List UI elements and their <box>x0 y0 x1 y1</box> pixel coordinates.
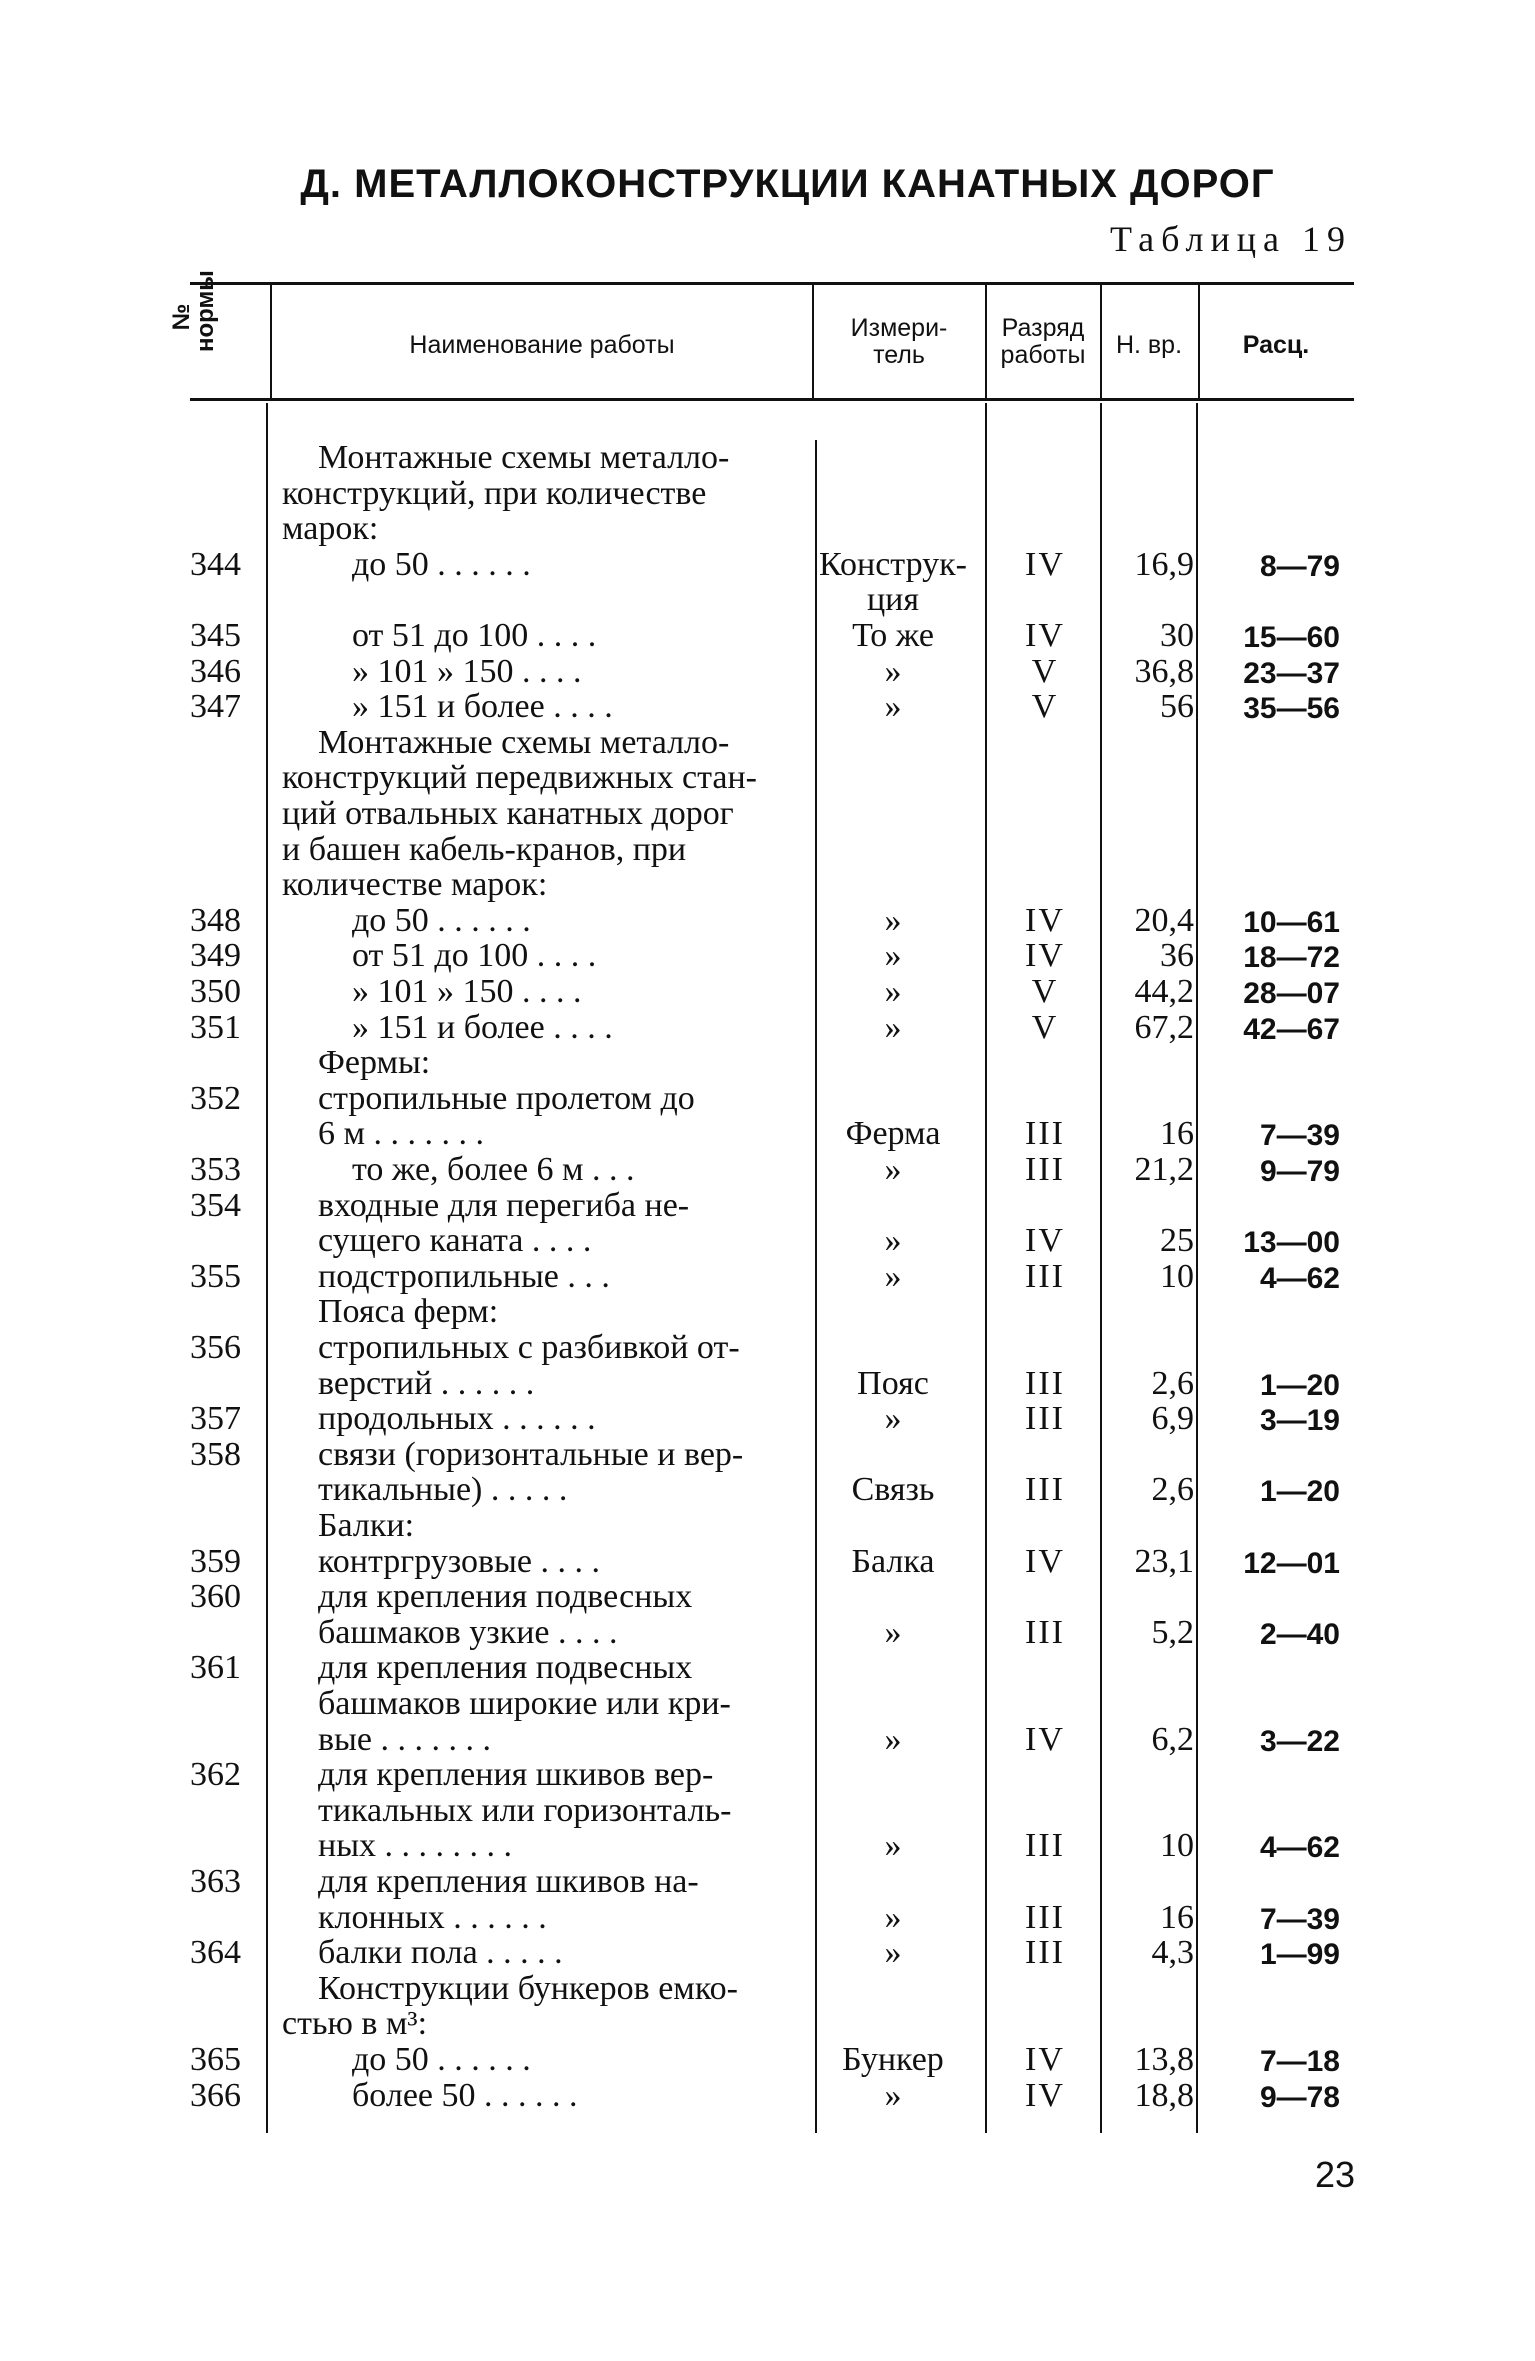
unit-of-measure: » <box>884 652 902 690</box>
work-description-line: входные для перегиба не- <box>318 1186 690 1224</box>
time-norm: 36 <box>1160 937 1194 975</box>
work-grade: IV <box>1025 545 1065 583</box>
rate-value: 18—72 <box>1243 941 1340 975</box>
work-description-line: башмаков узкие . . . . <box>318 1613 618 1651</box>
norm-number: 358 <box>190 1435 241 1473</box>
norm-number: 361 <box>190 1649 241 1687</box>
norm-number: 345 <box>190 617 241 654</box>
unit-of-measure: Ферма <box>845 1115 941 1153</box>
work-description-line: Конструкции бункеров емко- <box>318 1969 738 2007</box>
work-grade: IV <box>1025 937 1065 975</box>
work-description-line: » 151 и более . . . . <box>352 688 613 726</box>
work-description-line: до 50 . . . . . . <box>352 2041 531 2078</box>
unit-of-measure: ция <box>866 581 920 619</box>
norm-number: 353 <box>190 1151 241 1188</box>
work-description-line: связи (горизонтальные и вер- <box>318 1435 744 1473</box>
header-grade <box>987 315 1099 369</box>
time-norm: 36,8 <box>1134 652 1194 690</box>
work-description-line: стропильных с разбивкой от- <box>318 1329 740 1366</box>
work-description-line: верстий . . . . . . <box>318 1364 535 1402</box>
work-description-line: » 101 » 150 . . . . <box>352 652 582 690</box>
work-description-line: стропильные пролетом до <box>318 1079 695 1117</box>
unit-of-measure: » <box>884 1720 902 1758</box>
table-label: Таблица 19 <box>1110 219 1352 259</box>
rate-value: 8—79 <box>1259 549 1340 583</box>
work-grade: IV <box>1025 901 1065 939</box>
unit-of-measure: » <box>884 2076 902 2114</box>
work-grade: III <box>1025 1115 1065 1153</box>
work-grade: III <box>1025 1151 1065 1188</box>
norm-number: 346 <box>190 652 241 690</box>
unit-of-measure: » <box>884 973 902 1010</box>
unit-of-measure: » <box>884 1008 902 1046</box>
time-norm: 2,6 <box>1151 1364 1194 1402</box>
table-top-rule <box>190 282 1354 285</box>
rate-value: 7—18 <box>1259 2045 1340 2078</box>
header-unit-line1: Измери- <box>850 314 948 342</box>
work-grade: III <box>1025 1471 1065 1509</box>
rate-value: 2—40 <box>1259 1617 1340 1651</box>
rate-value: 9—78 <box>1259 2080 1340 2114</box>
work-description-line: 6 м . . . . . . . <box>318 1115 485 1153</box>
rate-value: 13—00 <box>1243 1226 1340 1260</box>
rate-value: 10—61 <box>1243 905 1340 939</box>
rate-value: 9—79 <box>1259 1155 1340 1188</box>
work-grade: IV <box>1025 617 1065 654</box>
time-norm: 10 <box>1160 1827 1194 1865</box>
work-grade: IV <box>1025 1222 1065 1260</box>
work-description-line: стью в м³: <box>282 2005 428 2043</box>
work-description-line: до 50 . . . . . . <box>352 901 531 939</box>
work-description-line: Балки: <box>318 1507 415 1544</box>
work-description-line: от 51 до 100 . . . . <box>352 937 597 975</box>
work-description-line: количестве марок: <box>282 866 548 904</box>
header-grade-line1: Разряд <box>1001 314 1085 342</box>
time-norm: 21,2 <box>1134 1151 1194 1188</box>
norm-number: 348 <box>190 901 241 939</box>
norm-number: 362 <box>190 1756 241 1794</box>
work-grade: IV <box>1025 1720 1065 1758</box>
time-norm: 20,4 <box>1134 901 1194 939</box>
unit-of-measure: » <box>884 1400 902 1438</box>
work-description-line: от 51 до 100 . . . . <box>352 617 597 654</box>
unit-of-measure: Связь <box>851 1471 935 1509</box>
unit-of-measure: » <box>884 1257 902 1295</box>
unit-of-measure: » <box>884 1222 902 1260</box>
rate-value: 1—99 <box>1259 1938 1340 1972</box>
work-description-line: » 151 и более . . . . <box>352 1008 613 1046</box>
unit-of-measure: Пояс <box>857 1364 929 1402</box>
work-description-line: вые . . . . . . . <box>318 1720 491 1758</box>
rate-value: 42—67 <box>1243 1012 1340 1046</box>
unit-of-measure: » <box>884 1934 902 1972</box>
work-description-line: и башен кабель-кранов, при <box>282 830 687 868</box>
work-grade: IV <box>1025 1542 1065 1580</box>
table-header-rule <box>190 398 1354 401</box>
unit-of-measure: Конструк- <box>819 545 967 583</box>
header-work-name: Наименование работы <box>409 331 675 359</box>
work-description-line: конструкций передвижных стан- <box>282 759 757 797</box>
rate-value: 7—39 <box>1259 1119 1340 1153</box>
work-description-line: ций отвальных канатных дорог <box>282 795 734 832</box>
unit-of-measure: » <box>884 1151 902 1188</box>
norm-number: 359 <box>190 1542 241 1580</box>
norm-number: 344 <box>190 545 241 583</box>
norm-number: 357 <box>190 1400 241 1438</box>
time-norm: 5,2 <box>1151 1613 1194 1651</box>
work-description-line: для крепления подвесных <box>318 1578 693 1616</box>
work-description-line: Монтажные схемы металло- <box>318 439 730 476</box>
section-title: Д. МЕТАЛЛОКОНСТРУКЦИИ КАНАТНЫХ ДОРОГ <box>300 162 1275 206</box>
time-norm: 25 <box>1160 1222 1194 1260</box>
header-cost: Расц. <box>1242 331 1310 359</box>
work-description-line: балки пола . . . . . <box>318 1934 563 1972</box>
norm-number: 347 <box>190 688 241 726</box>
time-norm: 16,9 <box>1134 545 1194 583</box>
work-grade: IV <box>1025 2041 1065 2078</box>
time-norm: 4,3 <box>1151 1934 1194 1972</box>
time-norm: 44,2 <box>1134 973 1194 1010</box>
norm-number: 354 <box>190 1186 241 1224</box>
body-col-divider <box>266 403 268 2133</box>
work-description-line: » 101 » 150 . . . . <box>352 973 582 1010</box>
rate-value: 12—01 <box>1243 1546 1340 1580</box>
body-col-divider <box>1196 403 1198 2133</box>
work-description-line: конструкций, при количестве <box>282 474 707 512</box>
work-description-line: клонных . . . . . . <box>318 1898 547 1936</box>
time-norm: 10 <box>1160 1257 1194 1295</box>
norm-number: 360 <box>190 1578 241 1616</box>
unit-of-measure: Бункер <box>842 2041 944 2078</box>
work-grade: IV <box>1025 2076 1065 2114</box>
time-norm: 67,2 <box>1134 1008 1194 1046</box>
time-norm: 2,6 <box>1151 1471 1194 1509</box>
rate-value: 7—39 <box>1259 1902 1340 1936</box>
unit-of-measure: » <box>884 1613 902 1651</box>
work-grade: V <box>1031 652 1059 690</box>
work-grade: III <box>1025 1400 1065 1438</box>
norm-number: 364 <box>190 1934 241 1972</box>
header-grade-line2: работы <box>1000 341 1086 369</box>
norm-number: 356 <box>190 1329 241 1366</box>
rate-value: 4—62 <box>1259 1261 1340 1295</box>
norm-number: 355 <box>190 1257 241 1295</box>
header-unit <box>814 315 984 369</box>
time-norm: 6,2 <box>1151 1720 1194 1758</box>
work-description-line: сущего каната . . . . <box>318 1222 592 1260</box>
unit-of-measure: То же <box>852 617 934 654</box>
work-grade: III <box>1025 1898 1065 1936</box>
norm-number: 352 <box>190 1079 241 1117</box>
header-hours: Н. вр. <box>1115 331 1183 359</box>
norm-number: 349 <box>190 937 241 975</box>
work-description-line: до 50 . . . . . . <box>352 545 531 583</box>
work-description-line: Монтажные схемы металло- <box>318 723 730 761</box>
work-description-line: то же, более 6 м . . . <box>352 1151 635 1188</box>
rate-value: 35—56 <box>1243 692 1340 726</box>
time-norm: 16 <box>1160 1898 1194 1936</box>
unit-of-measure: » <box>884 1898 902 1936</box>
unit-of-measure: » <box>884 1827 902 1865</box>
norm-number: 350 <box>190 973 241 1010</box>
work-description-line: более 50 . . . . . . <box>352 2076 578 2114</box>
work-description-line: марок: <box>282 510 379 548</box>
rate-value: 4—62 <box>1259 1831 1340 1865</box>
work-grade: III <box>1025 1827 1065 1865</box>
rate-value: 3—19 <box>1259 1404 1340 1438</box>
work-grade: V <box>1031 973 1059 1010</box>
work-description-line: Фермы: <box>318 1044 431 1082</box>
unit-of-measure: Балка <box>851 1542 935 1580</box>
time-norm: 18,8 <box>1134 2076 1194 2114</box>
time-norm: 6,9 <box>1151 1400 1194 1438</box>
work-grade: III <box>1025 1364 1065 1402</box>
time-norm: 16 <box>1160 1115 1194 1153</box>
header-norm-number: № нормы <box>168 270 219 352</box>
page-number: 23 <box>1314 2154 1355 2195</box>
norm-number: 366 <box>190 2076 241 2114</box>
rate-value: 1—20 <box>1259 1368 1340 1402</box>
unit-of-measure: » <box>884 901 902 939</box>
work-grade: III <box>1025 1257 1065 1295</box>
body-col-divider <box>985 403 987 2133</box>
rate-value: 28—07 <box>1243 977 1340 1010</box>
time-norm: 23,1 <box>1134 1542 1194 1580</box>
rate-value: 23—37 <box>1243 656 1340 690</box>
time-norm: 56 <box>1160 688 1194 726</box>
work-description-line: контргрузовые . . . . <box>318 1542 600 1580</box>
work-description-line: тикальных или горизонталь- <box>318 1791 732 1829</box>
header-unit-line2: тель <box>873 341 925 369</box>
work-description-line: Пояса ферм: <box>318 1293 499 1331</box>
norm-number: 365 <box>190 2041 241 2078</box>
norm-number: 351 <box>190 1008 241 1046</box>
rate-value: 3—22 <box>1259 1724 1340 1758</box>
work-grade: V <box>1031 1008 1059 1046</box>
work-description-line: для крепления подвесных <box>318 1649 693 1687</box>
body-col-divider <box>1100 403 1102 2133</box>
work-description-line: тикальные) . . . . . <box>318 1471 568 1509</box>
rate-value: 1—20 <box>1259 1475 1340 1509</box>
work-grade: III <box>1025 1613 1065 1651</box>
work-description-line: башмаков широкие или кри- <box>318 1685 731 1722</box>
work-description-line: ных . . . . . . . . <box>318 1827 513 1865</box>
rate-value: 15—60 <box>1243 621 1340 654</box>
work-grade: III <box>1025 1934 1065 1972</box>
work-description-line: подстропильные . . . <box>318 1257 610 1295</box>
norm-number: 363 <box>190 1863 241 1900</box>
time-norm: 13,8 <box>1134 2041 1194 2078</box>
unit-of-measure: » <box>884 688 902 726</box>
work-grade: V <box>1031 688 1059 726</box>
work-description-line: для крепления шкивов вер- <box>318 1756 714 1794</box>
time-norm: 30 <box>1160 617 1194 654</box>
work-description-line: для крепления шкивов на- <box>318 1863 699 1900</box>
unit-of-measure: » <box>884 937 902 975</box>
work-description-line: продольных . . . . . . <box>318 1400 596 1438</box>
